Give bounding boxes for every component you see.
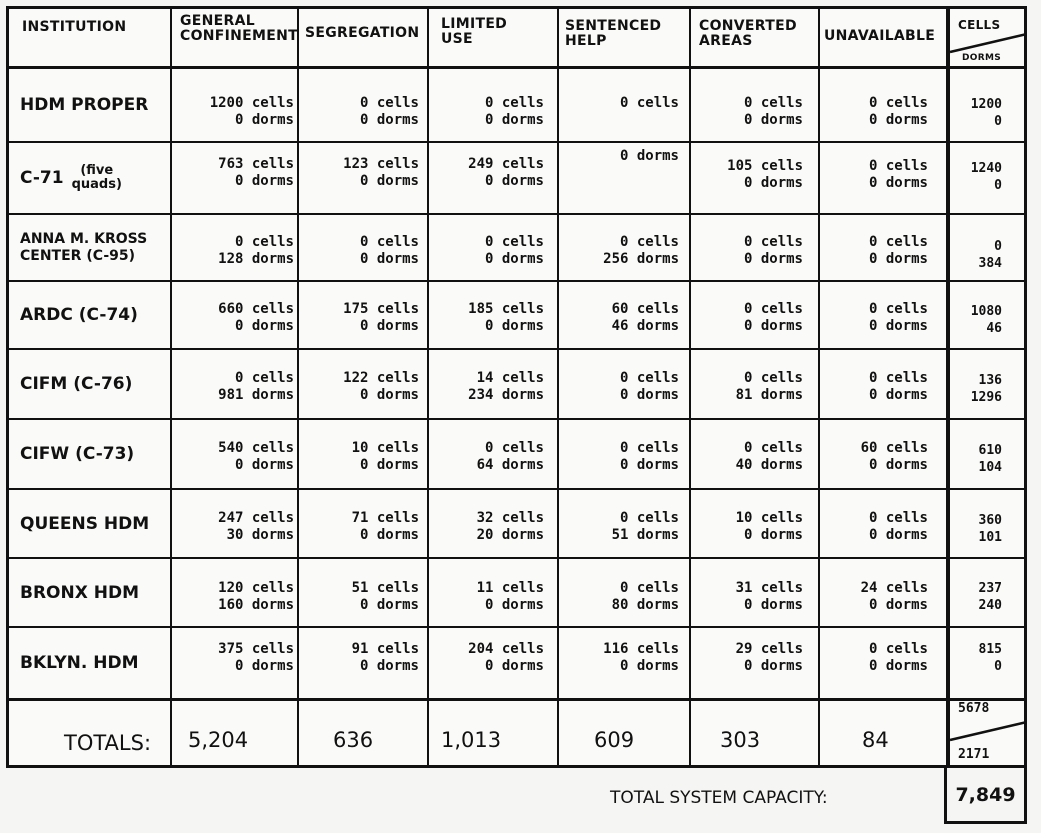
total-limited-use: 1,013 — [441, 728, 502, 752]
system-capacity-value: 7,849 — [944, 768, 1027, 824]
row-general-confinement: 763 cells 0 dorms — [218, 156, 294, 189]
total-unavailable: 84 — [862, 728, 889, 752]
row-segregation: 71 cells 0 dorms — [351, 510, 419, 543]
row-segregation: 0 cells 0 dorms — [359, 234, 419, 267]
row-general-confinement: 120 cells 160 dorms — [218, 580, 294, 613]
row-limited-use: 204 cells 0 dorms — [468, 641, 544, 674]
row-limited-use: 0 cells 0 dorms — [484, 234, 544, 267]
total-general-confinement: 5,204 — [188, 728, 249, 752]
header-institution: INSTITUTION — [22, 19, 127, 35]
row-institution-name: BRONX HDM — [20, 582, 140, 603]
total-converted-areas: 303 — [720, 728, 761, 752]
row-limited-use: 14 cells 234 dorms — [468, 370, 544, 403]
row-institution-name: ANNA M. KROSS CENTER (C-95) — [20, 230, 148, 264]
row-capacity: 610 104 — [978, 443, 1002, 475]
row-converted-areas: 29 cells 0 dorms — [735, 641, 803, 674]
row-capacity: 1200 0 — [970, 97, 1002, 129]
row-institution-name: CIFM (C-76) — [20, 374, 133, 394]
header-converted-areas: CONVERTED AREAS — [699, 18, 797, 49]
row-converted-areas: 10 cells 0 dorms — [735, 510, 803, 543]
row-unavailable: 24 cells 0 dorms — [860, 580, 928, 613]
row-general-confinement: 0 cells 981 dorms — [218, 370, 294, 403]
header-limited-use: LIMITED USE — [441, 16, 508, 47]
row-sentenced-help: 0 cells 0 dorms — [619, 440, 679, 473]
row-converted-areas: 0 cells 0 dorms — [743, 95, 803, 128]
header-general-confinement: GENERAL CONFINEMENT — [180, 13, 299, 44]
header-dorms: DORMS — [962, 53, 1001, 63]
row-limited-use: 11 cells 0 dorms — [476, 580, 544, 613]
totals-label: TOTALS: — [64, 731, 152, 755]
total-sentenced-help: 609 — [594, 728, 635, 752]
row-unavailable: 0 cells 0 dorms — [868, 510, 928, 543]
row-limited-use: 249 cells 0 dorms — [468, 156, 544, 189]
row-capacity: 360 101 — [978, 513, 1002, 545]
row-segregation: 175 cells 0 dorms — [343, 301, 419, 334]
header-cells: CELLS — [958, 18, 1001, 32]
row-converted-areas: 0 cells 0 dorms — [743, 301, 803, 334]
row-segregation: 91 cells 0 dorms — [351, 641, 419, 674]
row-converted-areas: 31 cells 0 dorms — [735, 580, 803, 613]
row-segregation: 0 cells 0 dorms — [359, 95, 419, 128]
row-converted-areas: 105 cells 0 dorms — [727, 158, 803, 191]
total-dorms: 2171 — [958, 747, 990, 762]
system-capacity-label: TOTAL SYSTEM CAPACITY: — [610, 788, 828, 808]
row-unavailable: 0 cells 0 dorms — [868, 95, 928, 128]
row-institution-name: ARDC (C-74) — [20, 305, 138, 325]
row-segregation: 123 cells 0 dorms — [343, 156, 419, 189]
row-capacity: 1080 46 — [970, 304, 1002, 336]
row-sentenced-help: 0 dorms — [619, 148, 679, 164]
total-cells: 5678 — [958, 701, 990, 716]
total-segregation: 636 — [333, 728, 374, 752]
row-sentenced-help: 0 cells — [619, 95, 679, 111]
row-institution-note: (five quads) — [71, 163, 122, 192]
row-sentenced-help: 60 cells 46 dorms — [611, 301, 679, 334]
row-unavailable: 0 cells 0 dorms — [868, 301, 928, 334]
totals-divider — [6, 698, 1027, 701]
row-general-confinement: 375 cells 0 dorms — [218, 641, 294, 674]
row-capacity: 1240 0 — [970, 161, 1002, 193]
row-limited-use: 32 cells 20 dorms — [476, 510, 544, 543]
row-sentenced-help: 116 cells 0 dorms — [603, 641, 679, 674]
row-unavailable: 0 cells 0 dorms — [868, 234, 928, 267]
row-capacity: 0 384 — [978, 239, 1002, 271]
row-converted-areas: 0 cells 81 dorms — [735, 370, 803, 403]
row-converted-areas: 0 cells 0 dorms — [743, 234, 803, 267]
row-sentenced-help: 0 cells 51 dorms — [611, 510, 679, 543]
row-general-confinement: 247 cells 30 dorms — [218, 510, 294, 543]
row-limited-use: 0 cells 0 dorms — [484, 95, 544, 128]
row-general-confinement: 0 cells 128 dorms — [218, 234, 294, 267]
row-sentenced-help: 0 cells 0 dorms — [619, 370, 679, 403]
row-sentenced-help: 0 cells 256 dorms — [603, 234, 679, 267]
row-unavailable: 0 cells 0 dorms — [868, 641, 928, 674]
row-segregation: 10 cells 0 dorms — [351, 440, 419, 473]
row-institution-name: BKLYN. HDM — [20, 653, 139, 673]
row-institution-name: QUEENS HDM — [20, 513, 150, 534]
row-capacity: 237 240 — [978, 581, 1002, 613]
row-general-confinement: 1200 cells 0 dorms — [209, 95, 294, 128]
row-sentenced-help: 0 cells 80 dorms — [611, 580, 679, 613]
header-sentenced-help: SENTENCED HELP — [565, 18, 662, 49]
row-segregation: 122 cells 0 dorms — [343, 370, 419, 403]
row-limited-use: 185 cells 0 dorms — [468, 301, 544, 334]
row-unavailable: 0 cells 0 dorms — [868, 158, 928, 191]
row-institution-name: HDM PROPER — [20, 94, 149, 115]
row-limited-use: 0 cells 64 dorms — [476, 440, 544, 473]
row-unavailable: 60 cells 0 dorms — [860, 440, 928, 473]
row-converted-areas: 0 cells 40 dorms — [735, 440, 803, 473]
row-capacity: 815 0 — [978, 642, 1002, 674]
row-institution-name: C-71 (five quads) — [20, 163, 122, 192]
row-institution-name: CIFW (C-73) — [20, 444, 135, 464]
row-general-confinement: 540 cells 0 dorms — [218, 440, 294, 473]
row-general-confinement: 660 cells 0 dorms — [218, 301, 294, 334]
row-unavailable: 0 cells 0 dorms — [868, 370, 928, 403]
row-capacity: 136 1296 — [970, 373, 1002, 405]
header-segregation: SEGREGATION — [305, 25, 420, 41]
header-unavailable: UNAVAILABLE — [824, 28, 936, 44]
row-segregation: 51 cells 0 dorms — [351, 580, 419, 613]
